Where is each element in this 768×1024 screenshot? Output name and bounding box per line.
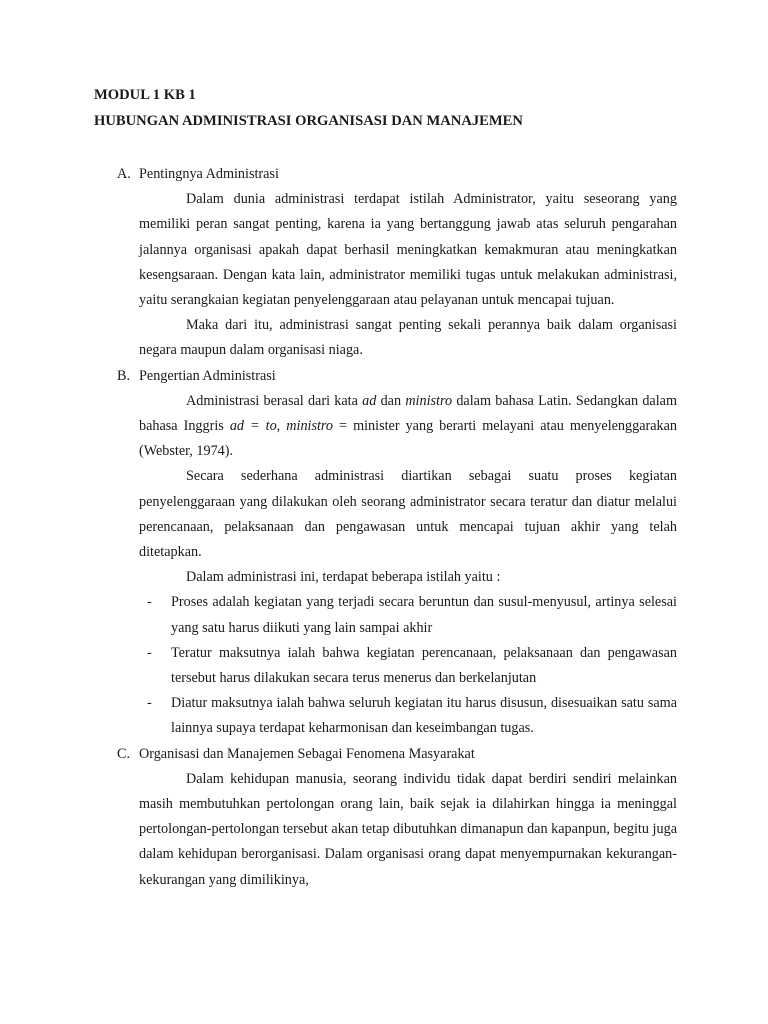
- document-title: HUBUNGAN ADMINISTRASI ORGANISASI DAN MANAJEMEN: [94, 113, 523, 129]
- section-b-paragraph-1: [117, 389, 677, 465]
- text-span: dan: [376, 392, 406, 409]
- document-body: [117, 162, 677, 893]
- latin-term-ad: ad: [362, 392, 377, 409]
- module-label: MODUL 1 KB 1: [94, 87, 196, 103]
- list-item-text: Proses adalah kegiatan yang terjadi secara beruntun dan susul-menyusul, artinya selesai yang satu harus diikuti yang lain sampai akhir: [171, 594, 677, 636]
- terms-list: [117, 590, 677, 741]
- latin-term-ministro: ministro: [405, 392, 453, 409]
- section-c-title: Organisasi dan Manajemen Sebagai Fenomena Masyarakat: [139, 745, 475, 762]
- section-b-letter: B.: [117, 367, 131, 384]
- section-b-paragraph-3: Dalam administrasi ini, terdapat beberapa istilah yaitu :: [186, 569, 501, 586]
- section-c-letter: C.: [117, 745, 131, 762]
- list-dash: -: [147, 644, 152, 661]
- list-item-text: Diatur maksutnya ialah bahwa seluruh kegiatan itu harus disusun, disesuaikan satu sama lainnya supaya terdapat keharmonisan dan keseimbangan tugas.: [171, 695, 677, 737]
- section-a-heading: [117, 162, 677, 187]
- text-span: Administrasi berasal dari kata: [186, 392, 363, 409]
- list-item: [117, 641, 677, 691]
- section-b-heading: [117, 364, 677, 389]
- list-item-text: Teratur maksutnya ialah bahwa kegiatan perencanaan, pelaksanaan dan pengawasan tersebut harus dilakukan secara terus menerus dan berkelanjutan: [171, 644, 677, 687]
- section-c-paragraph-1: Dalam kehidupan manusia, seorang individu tidak dapat berdiri sendiri melainkan masih membutuhkan pertolongan orang lain, baik sejak ia dilahirkan hingga ia meninggal pertolongan-pertolongan tersebut akan tetap dibutuhkan dimanapun dan kapanpun, begitu juga dalam kehidupan berorganisasi. Dalam organisasi orang dapat menyempurnakan kekurangan-kekurangan yang dimilikinya,: [139, 770, 677, 888]
- section-a-paragraph-1: Dalam dunia administrasi terdapat istilah Administrator, yaitu seseorang yang memiliki peran sangat penting, karena ia yang bertanggung jawab atas seluruh pengarahan jalannya organisasi apakah dapat berhasil meningkatkan kemakmuran atau meningkatkan kesengsaraan. Dengan kata lain, administrator memiliki tugas untuk melakukan administrasi, yaitu serangkaian kegiatan penyelenggaraan atau pelayanan untuk mencapai tujuan.: [139, 191, 677, 308]
- section-a-paragraph-2: Maka dari itu, administrasi sangat penting sekali perannya baik dalam organisasi negara maupun dalam organisasi niaga.: [139, 317, 677, 359]
- list-dash: -: [147, 594, 152, 611]
- term-ministro: ministro: [286, 418, 334, 434]
- list-item: [117, 590, 677, 640]
- list-item: [117, 691, 677, 741]
- section-c-heading: [117, 742, 677, 767]
- section-a-title: Pentingnya Administrasi: [139, 166, 279, 182]
- section-a-letter: A.: [117, 166, 131, 182]
- section-b-paragraph-2: Secara sederhana administrasi diartikan sebagai suatu proses kegiatan penyelenggaraan yang dilakukan oleh seorang administrator secara teratur dan diatur melalui perencanaan, pelaksanaan dan pengawasan untuk mencapai tujuan akhir yang telah ditetapkan.: [139, 468, 677, 561]
- text-span: ,: [276, 418, 287, 434]
- text-span: = minister yang berarti melayani atau menyelenggarakan (Webster, 1974).: [139, 418, 678, 460]
- term-ad-to: ad = to: [229, 418, 277, 434]
- text-span: dalam bahasa Latin. Sedangkan dalam bahasa Inggris: [139, 392, 677, 434]
- section-b-title: Pengertian Administrasi: [139, 367, 276, 384]
- list-dash: -: [147, 695, 152, 712]
